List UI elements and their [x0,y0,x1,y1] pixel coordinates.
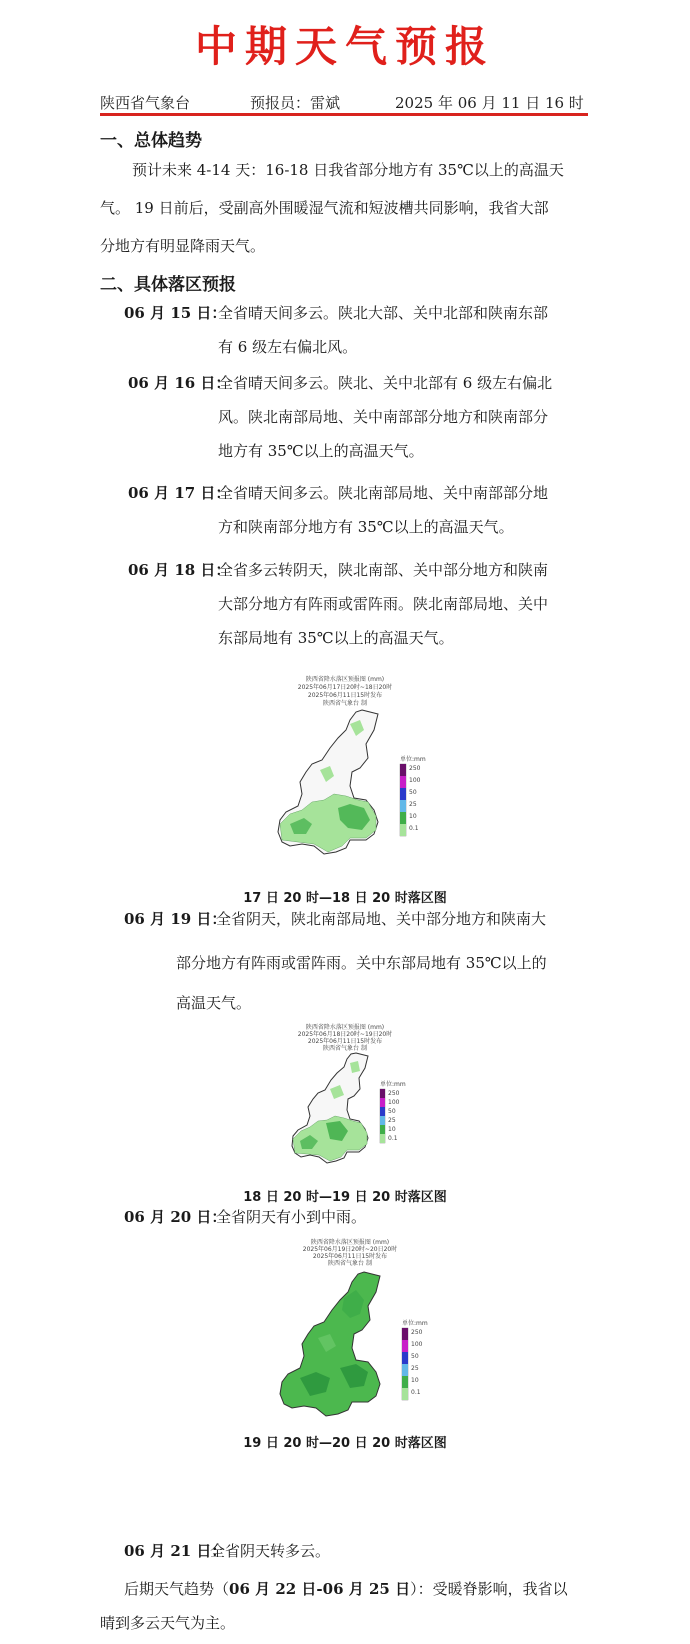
trend-line: 预计未来 4-14 天：16-18 日我省部分地方有 35℃以上的高温天 [132,161,564,179]
legend-value: 25 [409,801,417,808]
day-text: 部分地方有阵雨或雷阵雨。关中东部局地有 35℃以上的 [176,954,547,972]
header-forecaster: 预报员：雷斌 [250,94,341,112]
map-caption: 18 日 20 时—19 日 20 时落区图 [243,1190,447,1205]
legend-value: 100 [388,1099,400,1106]
day-text: 全省阴天有小到中雨。 [216,1208,367,1226]
legend-value: 50 [409,789,417,796]
day-text: 全省阴天，陕北南部局地、关中部分地方和陕南大 [216,910,547,928]
legend-value: 250 [409,765,421,772]
precip-map-3 [260,1238,440,1430]
day-text: 高温天气。 [176,994,252,1012]
map-org: 陕西省气象台 制 [328,1260,372,1267]
map-title: 陕西省降水落区预报图 (mm) [305,1024,385,1031]
map-issued: 2025年06月11日15时发布 [307,1038,383,1045]
legend-value: 25 [388,1117,396,1124]
day-text: 大部分地方有阵雨或雷阵雨。陕北南部局地、关中 [218,595,549,613]
day-label: 06 月 16 日： [128,374,231,392]
map-valid: 2025年06月18日20时~19日20时 [297,1031,393,1038]
legend-value: 100 [409,777,421,784]
precip-map-2 [270,1023,420,1185]
day-text: 地方有 35℃以上的高温天气。 [218,442,424,460]
day-label: 06 月 18 日： [128,561,231,579]
legend-value: 50 [388,1108,396,1115]
map-caption: 17 日 20 时—18 日 20 时落区图 [243,891,447,906]
outlook-suffix: ）：受暖脊影响，我省以 [410,1580,568,1598]
day-text: 方和陕南部分地方有 35℃以上的高温天气。 [218,518,514,536]
day-text: 全省晴天间多云。陕北南部局地、关中南部部分地 [218,484,549,502]
day-label: 06 月 21 日： [124,1542,227,1560]
day-label: 06 月 20 日： [124,1208,227,1226]
header-divider [100,113,588,116]
legend-value: 0.1 [409,825,419,832]
header-org: 陕西省气象台 [100,94,191,112]
map-issued: 2025年06月11日15时发布 [307,692,383,699]
legend-value: 10 [388,1126,396,1133]
header-date: 2025 年 06 月 11 日 16 时 [395,94,584,112]
legend-value: 0.1 [411,1389,421,1396]
trend-line: 分地方有明显降雨天气。 [100,237,266,255]
legend-unit: 单位:mm [380,1081,406,1088]
day-label: 06 月 15 日： [124,304,227,322]
day-text: 全省晴天间多云。陕北、关中北部有 6 级左右偏北 [218,374,553,392]
map-org: 陕西省气象台 制 [323,700,367,707]
map-issued: 2025年06月11日15时发布 [312,1253,388,1260]
legend-value: 10 [411,1377,419,1384]
map-org: 陕西省气象台 制 [323,1045,367,1052]
day-text: 有 6 级左右偏北风。 [218,338,358,356]
legend-value: 100 [411,1341,423,1348]
section-heading-trend: 一、总体趋势 [100,131,202,151]
page-title: 中期天气预报 [194,22,495,71]
legend-value: 250 [411,1329,423,1336]
legend-value: 25 [411,1365,419,1372]
day-text: 全省晴天间多云。陕北大部、关中北部和陕南东部 [218,304,549,322]
outlook-line: 晴到多云天气为主。 [100,1614,236,1632]
day-text: 风。陕北南部局地、关中南部部分地方和陕南部分 [218,408,549,426]
legend-value: 250 [388,1090,400,1097]
outlook-prefix: 后期天气趋势（ [124,1580,230,1598]
map-valid: 2025年06月19日20时~20日20时 [302,1246,398,1253]
day-label: 06 月 19 日： [124,910,227,928]
map-caption: 19 日 20 时—20 日 20 时落区图 [243,1436,447,1451]
legend-unit: 单位:mm [402,1320,428,1327]
map-title: 陕西省降水落区预报图 (mm) [310,1239,390,1246]
day-label: 06 月 17 日： [128,484,231,502]
day-text: 全省多云转阴天，陕北南部、关中部分地方和陕南 [218,561,549,579]
legend-value: 10 [409,813,417,820]
outlook-text [124,1572,568,1606]
outlook-period: 06 月 22 日-06 月 25 日 [229,1580,411,1598]
map-title: 陕西省降水落区预报图 (mm) [305,676,385,683]
section-heading-areas: 二、具体落区预报 [100,275,236,295]
day-text: 全省阴天转多云。 [210,1542,331,1560]
legend-unit: 单位:mm [400,756,426,763]
day-text: 东部局地有 35℃以上的高温天气。 [218,629,454,647]
trend-line: 气。 19 日前后，受副高外围暖湿气流和短波槽共同影响，我省大部 [100,199,549,217]
legend-value: 50 [411,1353,419,1360]
precip-map-1 [250,674,440,884]
legend-value: 0.1 [388,1135,398,1142]
map-valid: 2025年06月17日20时~18日20时 [297,684,393,691]
